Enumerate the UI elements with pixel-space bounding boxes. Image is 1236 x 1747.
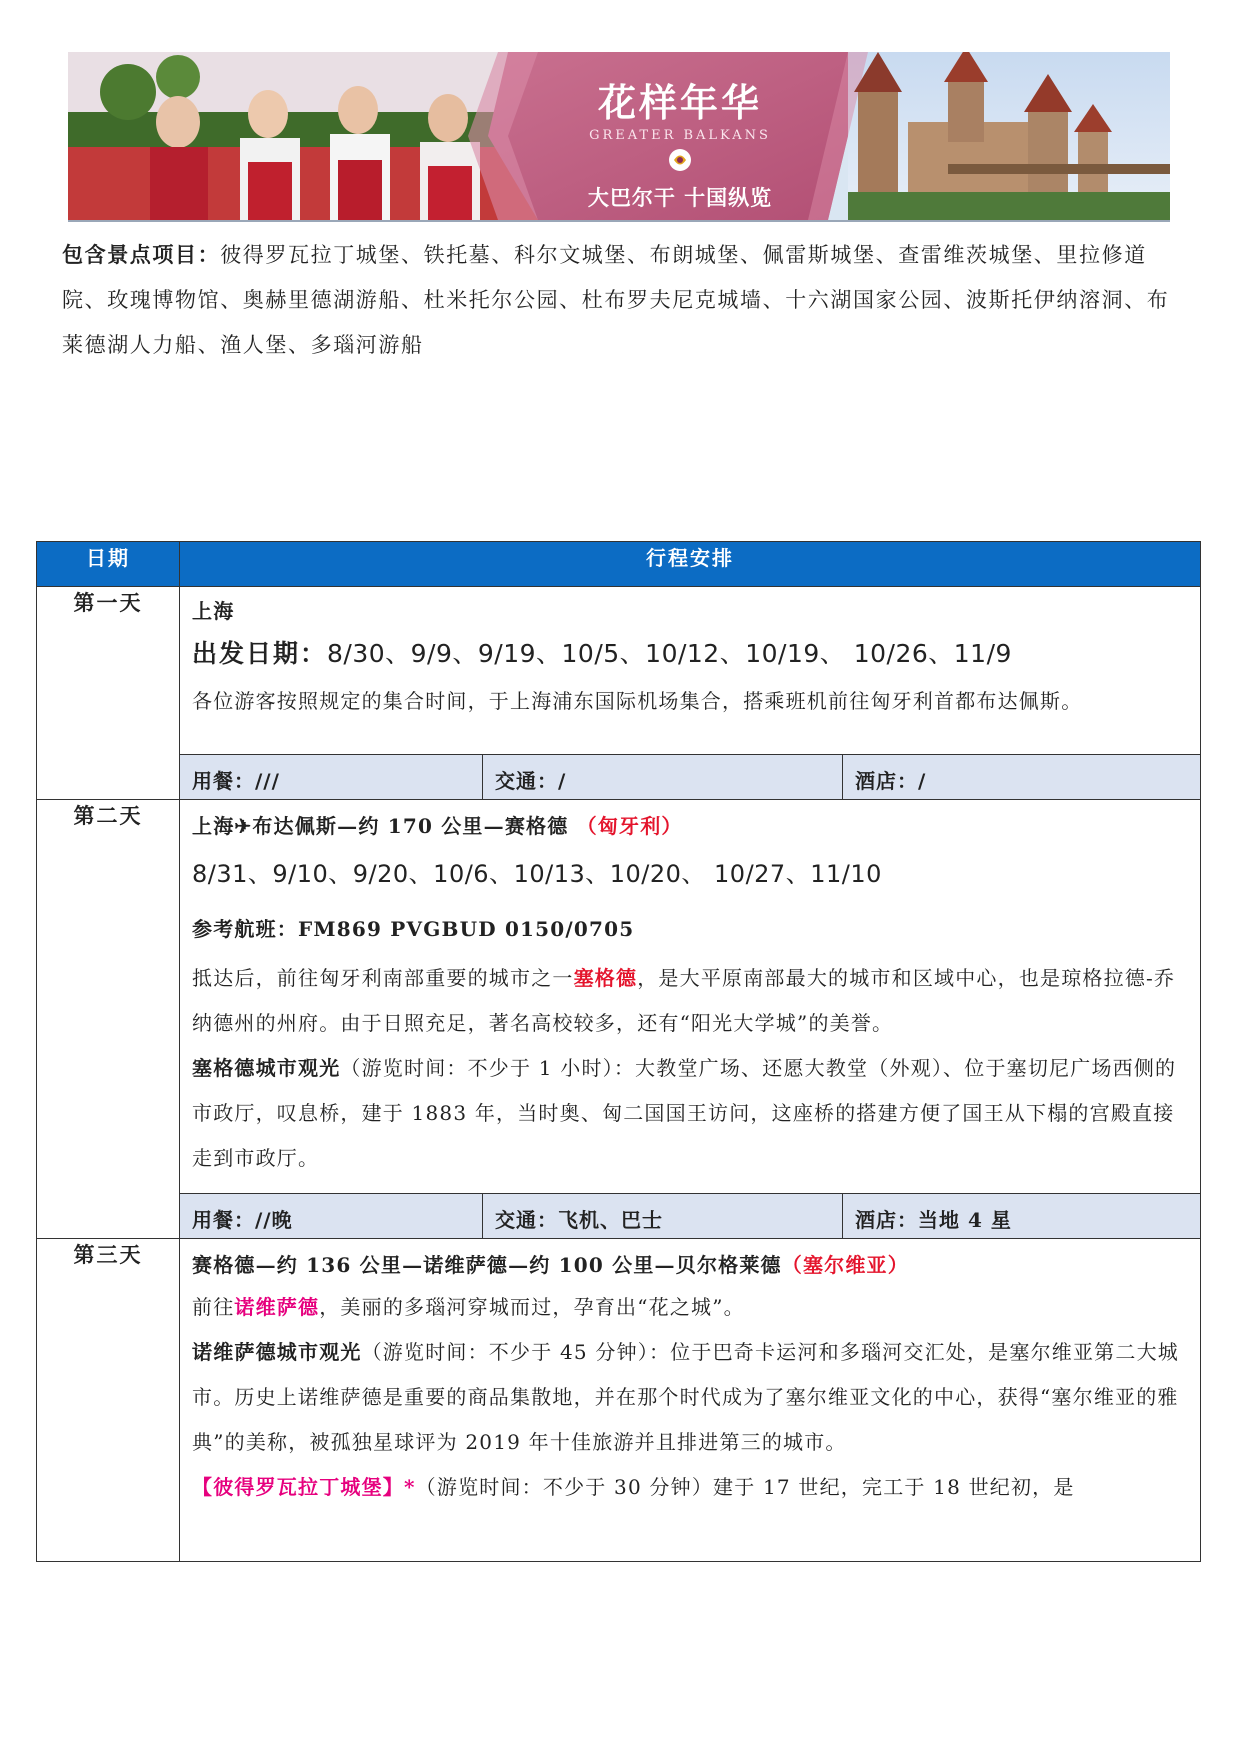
logo-icon: [668, 148, 692, 172]
city-highlight: 诺维萨德: [234, 1295, 320, 1319]
departure-dates: 出发日期：8/30、9/9、9/19、10/5、10/12、10/19、 10/26、11/9: [192, 639, 1012, 668]
day-plan: [180, 587, 1201, 800]
day-services: [180, 1193, 1200, 1238]
hotel-info: 酒店：当地 4 星: [855, 1208, 1012, 1232]
banner-tagline: 大巴尔干 十国纵览: [587, 185, 773, 210]
col-header-date: 日期: [37, 542, 180, 587]
banner-subtitle: GREATER BALKANS: [589, 128, 771, 143]
city-highlight: 塞格德: [573, 966, 638, 990]
sightseeing-paragraph: 塞格德城市观光（游览时间：不少于 1 小时）：大教堂广场、还愿大教堂（外观）、位于塞切尼广场西侧的市政厅，叹息桥，建于 1883 年，当时奥、匈二国国王访问，这座桥的搭建方便了国王从下榻的宫殿直接走到市政厅。: [192, 1056, 1177, 1170]
attractions-label: 包含景点项目：: [62, 242, 221, 267]
col-header-plan: 行程安排: [180, 542, 1201, 587]
attraction-paragraph: 【彼得罗瓦拉丁城堡】*（游览时间：不少于 30 分钟）建于 17 世纪，完工于 18 世纪初，是: [192, 1475, 1075, 1499]
table-header-row: [37, 542, 1201, 587]
table-row: [37, 800, 1201, 1239]
table-row: [37, 1239, 1201, 1562]
table-row: [37, 587, 1201, 800]
itinerary-table: [36, 541, 1201, 1562]
departure-dates: 8/31、9/10、9/20、10/6、10/13、10/20、 10/27、11/10: [192, 860, 882, 888]
transport-info: 交通：飞机、巴士: [483, 1194, 843, 1238]
banner-divider: [68, 220, 1170, 222]
banner-title: 花样年华: [597, 80, 762, 125]
country-tag: （匈牙利）: [576, 814, 683, 838]
country-tag: （塞尔维亚）: [781, 1253, 909, 1277]
day-description: 抵达后，前往匈牙利南部重要的城市之一塞格德，是大平原南部最大的城市和区域中心，也是琼格拉德-乔纳德州的州府。由于日照充足，著名高校较多，还有“阳光大学城”的美誉。: [192, 966, 1176, 1035]
day-title: 上海: [192, 599, 235, 623]
day-label: 第二天: [37, 800, 180, 1239]
day-plan: [180, 1239, 1201, 1562]
day-label: 第三天: [37, 1239, 180, 1562]
transport-info: 交通：/: [483, 755, 843, 799]
attractions-summary: [62, 232, 1182, 368]
day-title: 赛格德—约 136 公里—诺维萨德—约 100 公里—贝尔格莱德（塞尔维亚）: [192, 1253, 909, 1277]
sightseeing-paragraph: 诺维萨德城市观光（游览时间：不少于 45 分钟）：位于巴奇卡运河和多瑙河交汇处，是塞尔维亚第二大城市。历史上诺维萨德是重要的商品集散地，并在那个时代成为了塞尔维亚文化的中心，获得“塞尔维亚的雅典”的美称，被孤独星球评为 2019 年十佳旅游并且排进第三的城市。: [192, 1340, 1179, 1454]
flight-info: 参考航班：FM869 PVGBUD 0150/0705: [192, 917, 635, 941]
hotel-info: 酒店：/: [855, 769, 927, 793]
day-title: 上海✈布达佩斯—约 170 公里—赛格德 （匈牙利）: [192, 814, 683, 838]
meal-info: 用餐：///: [180, 755, 483, 799]
day-services: [180, 754, 1200, 799]
header-banner: [68, 52, 1170, 220]
day-plan: [180, 800, 1201, 1239]
day-description: 各位游客按照规定的集合时间，于上海浦东国际机场集合，搭乘班机前往匈牙利首都布达佩斯。: [192, 689, 1083, 713]
attractions-text: 彼得罗瓦拉丁城堡、铁托墓、科尔文城堡、布朗城堡、佩雷斯城堡、查雷维茨城堡、里拉修道院、玫瑰博物馆、奥赫里德湖游船、杜米托尔公园、杜布罗夫尼克城墙、十六湖国家公园、波斯托伊纳溶洞、布莱德湖人力船、渔人堡、多瑙河游船: [62, 243, 1170, 357]
day-label: 第一天: [37, 587, 180, 800]
meal-info: 用餐：//晚: [180, 1194, 483, 1238]
day-description: 前往诺维萨德，美丽的多瑙河穿城而过，孕育出“花之城”。: [192, 1295, 745, 1319]
